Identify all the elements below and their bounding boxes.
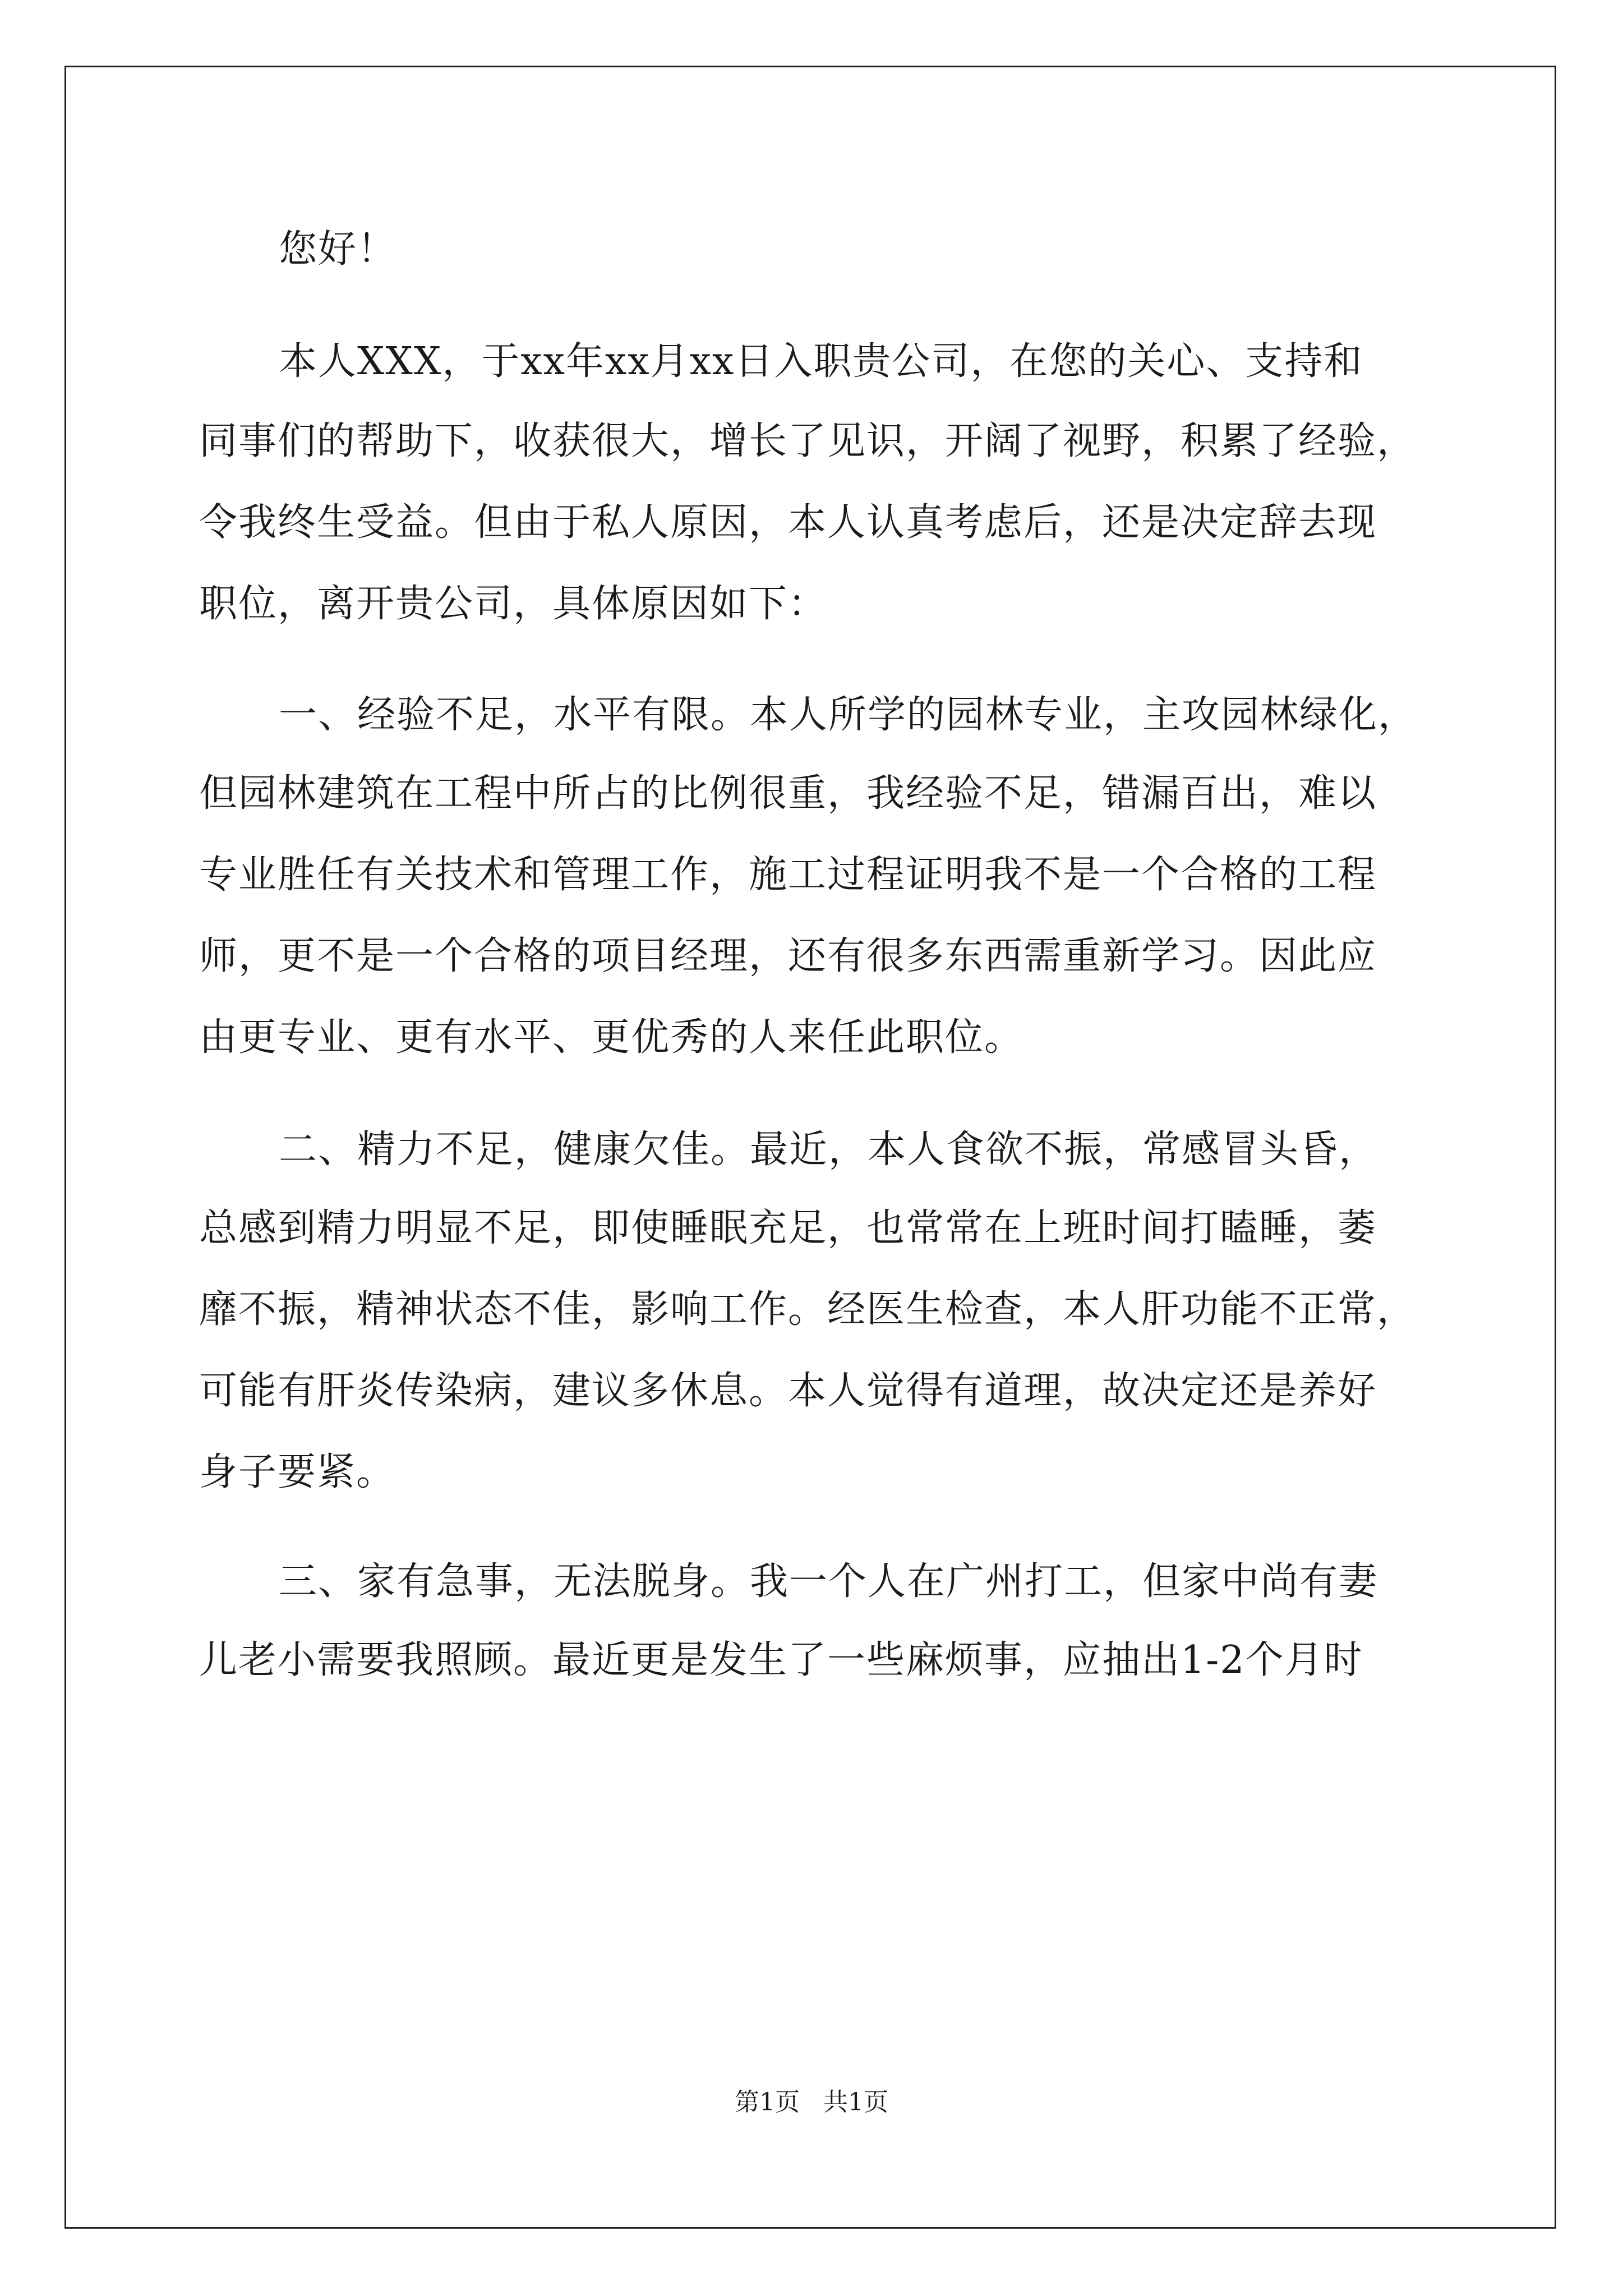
greeting-line: 您好！ <box>279 227 397 272</box>
body-line: 儿老小需要我照顾。最近更是发生了一些麻烦事，应抽出1-2个月时 <box>199 1638 1363 1682</box>
body-line: 同事们的帮助下，收获很大，增长了见识，开阔了视野，积累了经验， <box>199 419 1417 463</box>
body-line: 总感到精力明显不足，即使睡眠充足，也常常在上班时间打瞌睡，萎 <box>199 1206 1377 1250</box>
body-line: 可能有肝炎传染病，建议多休息。本人觉得有道理，故决定还是养好 <box>199 1369 1377 1413</box>
body-line: 二、精力不足，健康欠佳。最近，本人食欲不振，常感冒头昏， <box>279 1128 1378 1172</box>
body-line: 三、家有急事，无法脱身。我一个人在广州打工，但家中尚有妻 <box>279 1559 1378 1604</box>
body-line: 师，更不是一个合格的项目经理，还有很多东西需重新学习。因此应 <box>199 934 1377 978</box>
body-line: 职位，离开贵公司，具体原因如下： <box>199 582 828 626</box>
body-line: 本人XXX，于xx年xx月xx日入职贵公司，在您的关心、支持和 <box>279 339 1363 384</box>
body-line: 但园林建筑在工程中所占的比例很重，我经验不足，错漏百出，难以 <box>199 771 1377 816</box>
body-line: 令我终生受益。但由于私人原因，本人认真考虑后，还是决定辞去现 <box>199 500 1377 545</box>
body-line: 专业胜任有关技术和管理工作，施工过程证明我不是一个合格的工程 <box>199 853 1377 897</box>
body-line: 由更专业、更有水平、更优秀的人来任此职位。 <box>199 1015 1024 1060</box>
body-line: 身子要紧。 <box>199 1450 396 1494</box>
page-number: 第1页 共1页 <box>735 2088 888 2116</box>
body-line: 一、经验不足，水平有限。本人所学的园林专业，主攻园林绿化， <box>279 693 1418 737</box>
body-line: 靡不振，精神状态不佳，影响工作。经医生检查，本人肝功能不正常， <box>199 1287 1417 1332</box>
